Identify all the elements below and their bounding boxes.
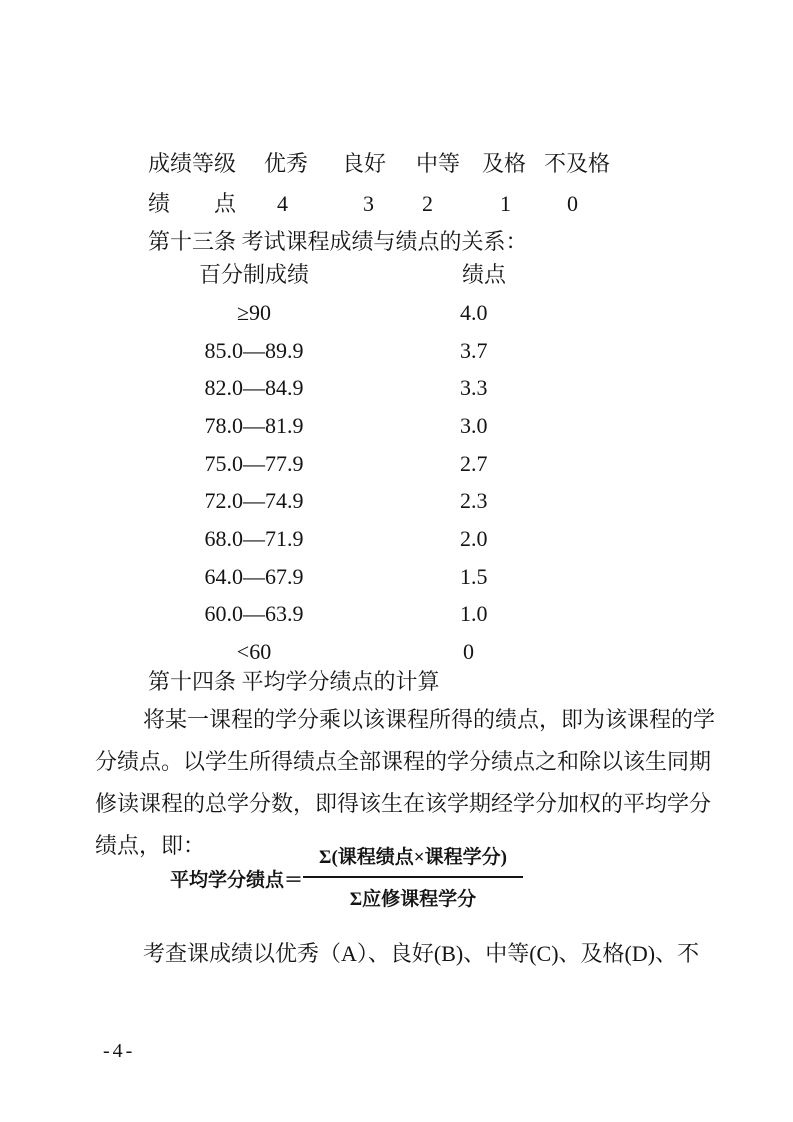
table-row-range: <60 [236, 639, 272, 664]
formula-numerator: Σ(课程绩点×课程学分) [303, 848, 523, 878]
table-row-point: 1.5 [460, 564, 488, 589]
page-number: -4- [103, 1040, 136, 1062]
point-value-medium: 2 [422, 191, 433, 216]
table-row-point: 0 [463, 639, 474, 664]
closing-line: 考查课成绩以优秀（A）、良好(B)、中等(C)、及格(D)、不 [143, 941, 700, 966]
point-value-pass: 1 [500, 191, 511, 216]
table-row-range: 72.0—74.9 [204, 488, 304, 513]
article-14-heading: 第十四条 平均学分绩点的计算 [148, 669, 440, 694]
paragraph-line: 修读课程的总学分数，即得该生在该学期经学分加权的平均学分 [95, 791, 712, 816]
table-row-range: ≥90 [236, 300, 272, 325]
grade-label-fail: 不及格 [544, 151, 611, 176]
grade-label-pass: 及格 [482, 151, 527, 176]
point-value-fail: 0 [567, 191, 578, 216]
point-value-excellent: 4 [277, 191, 288, 216]
table-row-point: 2.0 [460, 526, 488, 551]
grade-label-medium: 中等 [416, 151, 461, 176]
table-row-point: 3.3 [460, 375, 488, 400]
table-row-range: 75.0—77.9 [204, 451, 304, 476]
table-row-range: 85.0—89.9 [204, 338, 304, 363]
table-header-point: 绩点 [462, 262, 507, 287]
table-row-point: 1.0 [460, 601, 488, 626]
table-row-point: 3.7 [460, 338, 488, 363]
points-row-label: 绩点 [148, 191, 236, 216]
formula-denominator: Σ应修课程学分 [349, 889, 477, 910]
formula-lhs: 平均学分绩点＝ [170, 870, 304, 891]
body-paragraph [95, 699, 715, 867]
table-row-range: 68.0—71.9 [204, 526, 304, 551]
table-row-point: 2.7 [460, 451, 488, 476]
table-row-point: 3.0 [460, 413, 488, 438]
grade-label-excellent: 优秀 [264, 151, 309, 176]
formula-fraction [303, 848, 523, 909]
table-row-range: 78.0—81.9 [204, 413, 304, 438]
table-row-range: 60.0—63.9 [204, 601, 304, 626]
article-13-heading: 第十三条 考试课程成绩与绩点的关系： [148, 229, 528, 254]
table-row-point: 2.3 [460, 488, 488, 513]
gpa-formula [170, 848, 523, 909]
table-row-range: 82.0—84.9 [204, 375, 304, 400]
paragraph-line: 将某一课程的学分乘以该课程所得的绩点，即为该课程的学 [143, 707, 716, 732]
point-value-good: 3 [363, 191, 374, 216]
table-header-score: 百分制成绩 [198, 262, 309, 287]
table-row-range: 64.0—67.9 [204, 564, 304, 589]
grade-scale-header-label: 成绩等级 [148, 151, 237, 176]
paragraph-line: 分绩点。以学生所得绩点全部课程的学分绩点之和除以该生同期 [95, 749, 712, 774]
table-row-point: 4.0 [460, 300, 488, 325]
grade-label-good: 良好 [342, 151, 387, 176]
paragraph-line: 绩点，即： [95, 833, 206, 858]
